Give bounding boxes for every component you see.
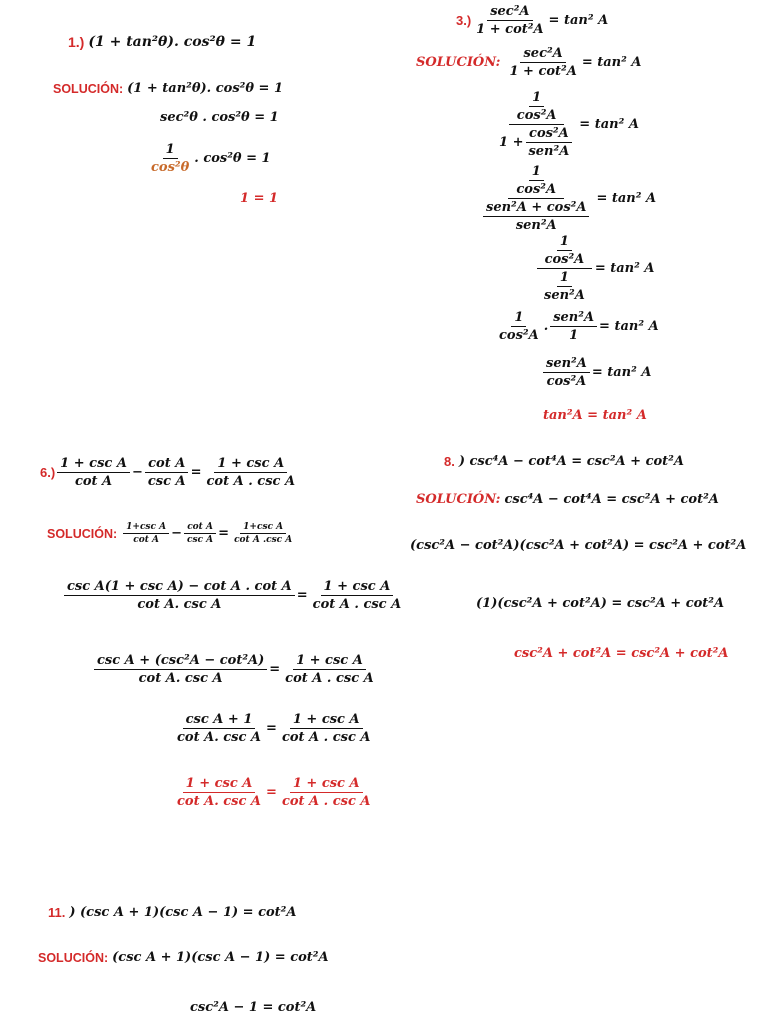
fraction — [231, 522, 295, 545]
numerator: cos²A — [526, 126, 572, 143]
numerator: csc A(1 + csc A) − cot A . cot A — [64, 579, 295, 596]
fraction — [473, 4, 546, 37]
problem-6-statement — [40, 456, 300, 489]
denominator: cot A . csc A — [206, 474, 296, 489]
denominator: csc A — [147, 474, 186, 489]
denominator: cot A . csc A — [281, 794, 371, 809]
solution-label: SOLUCIÓN: — [38, 950, 109, 965]
denominator: cos²θ — [151, 160, 190, 175]
operator: − — [131, 465, 143, 480]
problem-11-statement — [48, 905, 296, 920]
solution-label: SOLUCIÓN: — [416, 55, 501, 70]
denominator: cot A. csc A — [137, 597, 222, 612]
numerator: sen²A — [550, 310, 597, 327]
problem-8-statement — [444, 454, 684, 469]
fraction — [543, 356, 590, 389]
operator: = — [296, 588, 308, 603]
rhs: = tan² A — [548, 13, 609, 28]
rhs: = tan² A — [594, 261, 655, 276]
denominator: sen²A — [515, 218, 557, 233]
numerator: 1 + csc A — [57, 456, 130, 473]
numerator: 1 + csc A — [321, 579, 394, 596]
numerator: 1+csc A — [123, 522, 169, 534]
problem-3-result: tan²A = tan² A — [543, 408, 647, 423]
problem-3-step-5 — [541, 356, 651, 389]
denominator: cot A. csc A — [138, 671, 223, 686]
problem-6-step-3 — [172, 712, 375, 745]
numerator: csc A + (csc²A − cot²A) — [94, 653, 267, 670]
fraction — [279, 776, 374, 809]
operator: = — [218, 526, 230, 541]
problem-1-result: 1 = 1 — [240, 191, 279, 206]
fraction — [525, 126, 572, 159]
problem-11-solution — [38, 950, 329, 965]
numerator: sen²A + cos²A — [483, 200, 589, 217]
numerator: 1 — [529, 90, 544, 107]
denominator: cos²A — [516, 182, 557, 197]
numerator: 1 — [529, 164, 544, 181]
solution-label: SOLUCIÓN: — [47, 526, 118, 541]
equation: (1 + tan²θ). cos²θ = 1 — [127, 81, 283, 96]
fraction — [310, 579, 405, 612]
problem-6-solution — [47, 522, 297, 545]
equation: (csc A + 1)(csc A − 1) = cot²A — [112, 950, 329, 965]
denominator: cot A — [133, 535, 159, 545]
operator: = — [190, 465, 202, 480]
problem-8-step-2: (1)(csc²A + cot²A) = csc²A + cot²A — [476, 596, 725, 611]
denominator: sen²A — [528, 144, 570, 159]
denominator: cot A . csc A — [281, 730, 371, 745]
equation: (1 + tan²θ). cos²θ = 1 — [88, 34, 257, 50]
numerator: cot A — [184, 522, 216, 534]
complex-fraction — [536, 234, 593, 303]
denominator: cos²A — [499, 328, 539, 343]
numerator: 1 + csc A — [214, 456, 287, 473]
problem-1-step-2 — [146, 142, 271, 175]
denominator: cos²A — [544, 252, 585, 267]
rhs: = tan² A — [591, 365, 652, 380]
fraction — [204, 456, 299, 489]
equation: csc⁴A − cot⁴A = csc²A + cot²A — [504, 492, 719, 507]
numerator: sec²A — [520, 46, 565, 63]
problem-number: 6.) — [40, 465, 56, 480]
problem-6-step-1 — [62, 579, 406, 612]
problem-11-step-1: csc²A − 1 = cot²A — [190, 1000, 317, 1015]
denominator: cot A . csc A — [312, 597, 402, 612]
fraction — [279, 712, 374, 745]
numerator: sen²A — [543, 356, 590, 373]
rhs: = tan² A — [579, 117, 639, 132]
term: 1 + — [499, 135, 524, 150]
problem-3-step-3 — [534, 234, 654, 303]
problem-3-solution — [416, 46, 641, 79]
rhs: = tan² A — [599, 319, 659, 334]
problem-8-result: csc²A + cot²A = csc²A + cot²A — [514, 646, 729, 661]
denominator: cot A — [74, 474, 113, 489]
denominator: sen²A — [544, 288, 585, 303]
fraction — [123, 522, 169, 545]
denominator: cot A .csc A — [234, 535, 293, 545]
problem-1-step-1: sec²θ . cos²θ = 1 — [160, 110, 279, 125]
denominator — [478, 199, 594, 233]
fraction — [145, 456, 189, 489]
fraction — [542, 234, 588, 267]
problem-3-statement — [456, 4, 608, 37]
denominator: 1 + cot²A — [509, 64, 577, 79]
numerator: 1+csc A — [240, 522, 286, 534]
fraction — [541, 270, 588, 303]
problem-number: 11. — [48, 905, 66, 920]
denominator — [536, 269, 593, 303]
problem-number: 8. — [444, 454, 455, 469]
numerator — [537, 234, 593, 269]
numerator: 1 + csc A — [183, 776, 256, 793]
numerator: 1 — [557, 270, 572, 287]
problem-1-statement — [68, 34, 256, 50]
fraction — [94, 653, 267, 686]
problem-6-step-2 — [92, 653, 379, 686]
numerator — [509, 90, 565, 125]
fraction — [174, 712, 264, 745]
numerator: csc A + 1 — [183, 712, 256, 729]
fraction — [496, 310, 542, 343]
numerator: 1 — [163, 142, 178, 159]
equation: ) csc⁴A − cot⁴A = csc²A + cot²A — [458, 454, 684, 469]
numerator — [508, 164, 564, 199]
fraction — [506, 46, 579, 79]
operator: = — [269, 662, 281, 677]
numerator: 1 + csc A — [290, 776, 363, 793]
problem-3-step-4: $\frac{1}{\text{cos²A}}$ . $\frac{\text{sen²A}}{1}$ = tan² A — [494, 310, 659, 343]
denominator — [496, 125, 577, 159]
problem-6-result — [172, 776, 375, 809]
numerator: cot A — [145, 456, 188, 473]
problem-8-solution — [416, 492, 719, 507]
operator: = — [266, 721, 277, 736]
rhs: = tan² A — [581, 55, 642, 70]
fraction — [184, 522, 216, 545]
denominator: cos²A — [546, 374, 587, 389]
complex-fraction — [496, 90, 577, 159]
fraction — [550, 310, 597, 343]
problem-3-step-1 — [494, 90, 639, 159]
problem-8-step-1: (csc²A − cot²A)(csc²A + cot²A) = csc²A + cot²A — [410, 538, 747, 553]
fraction — [64, 579, 295, 612]
complex-fraction — [478, 164, 594, 233]
denominator: cot A . csc A — [285, 671, 374, 686]
operator: − — [171, 526, 182, 541]
numerator: 1 + csc A — [290, 712, 363, 729]
problem-number: 1.) — [68, 34, 85, 50]
denominator: cot A. csc A — [177, 730, 262, 745]
fraction — [483, 200, 589, 233]
fraction — [57, 456, 130, 489]
denominator: 1 — [569, 328, 579, 343]
solution-label: SOLUCIÓN: — [53, 81, 124, 96]
fraction — [148, 142, 192, 175]
solution-label: SOLUCIÓN: — [416, 492, 501, 507]
equation: ) (csc A + 1)(csc A − 1) = cot²A — [69, 905, 297, 920]
denominator: cos²A — [516, 108, 557, 123]
rhs: = tan² A — [596, 191, 657, 206]
denominator: cot A. csc A — [177, 794, 262, 809]
fraction — [514, 90, 560, 123]
numerator: 1 + csc A — [293, 653, 366, 670]
problem-3-step-2 — [476, 164, 656, 233]
numerator: 1 — [557, 234, 572, 251]
equation-rest: . cos²θ = 1 — [194, 151, 271, 166]
problem-number: 3.) — [456, 13, 472, 28]
fraction — [282, 653, 377, 686]
numerator: sec²A — [487, 4, 532, 21]
numerator: 1 — [511, 310, 526, 327]
fraction — [174, 776, 264, 809]
fraction — [513, 164, 559, 197]
denominator: 1 + cot²A — [476, 22, 544, 37]
operator: = — [266, 785, 277, 800]
denominator: csc A — [187, 535, 214, 545]
problem-1-solution — [53, 81, 283, 96]
